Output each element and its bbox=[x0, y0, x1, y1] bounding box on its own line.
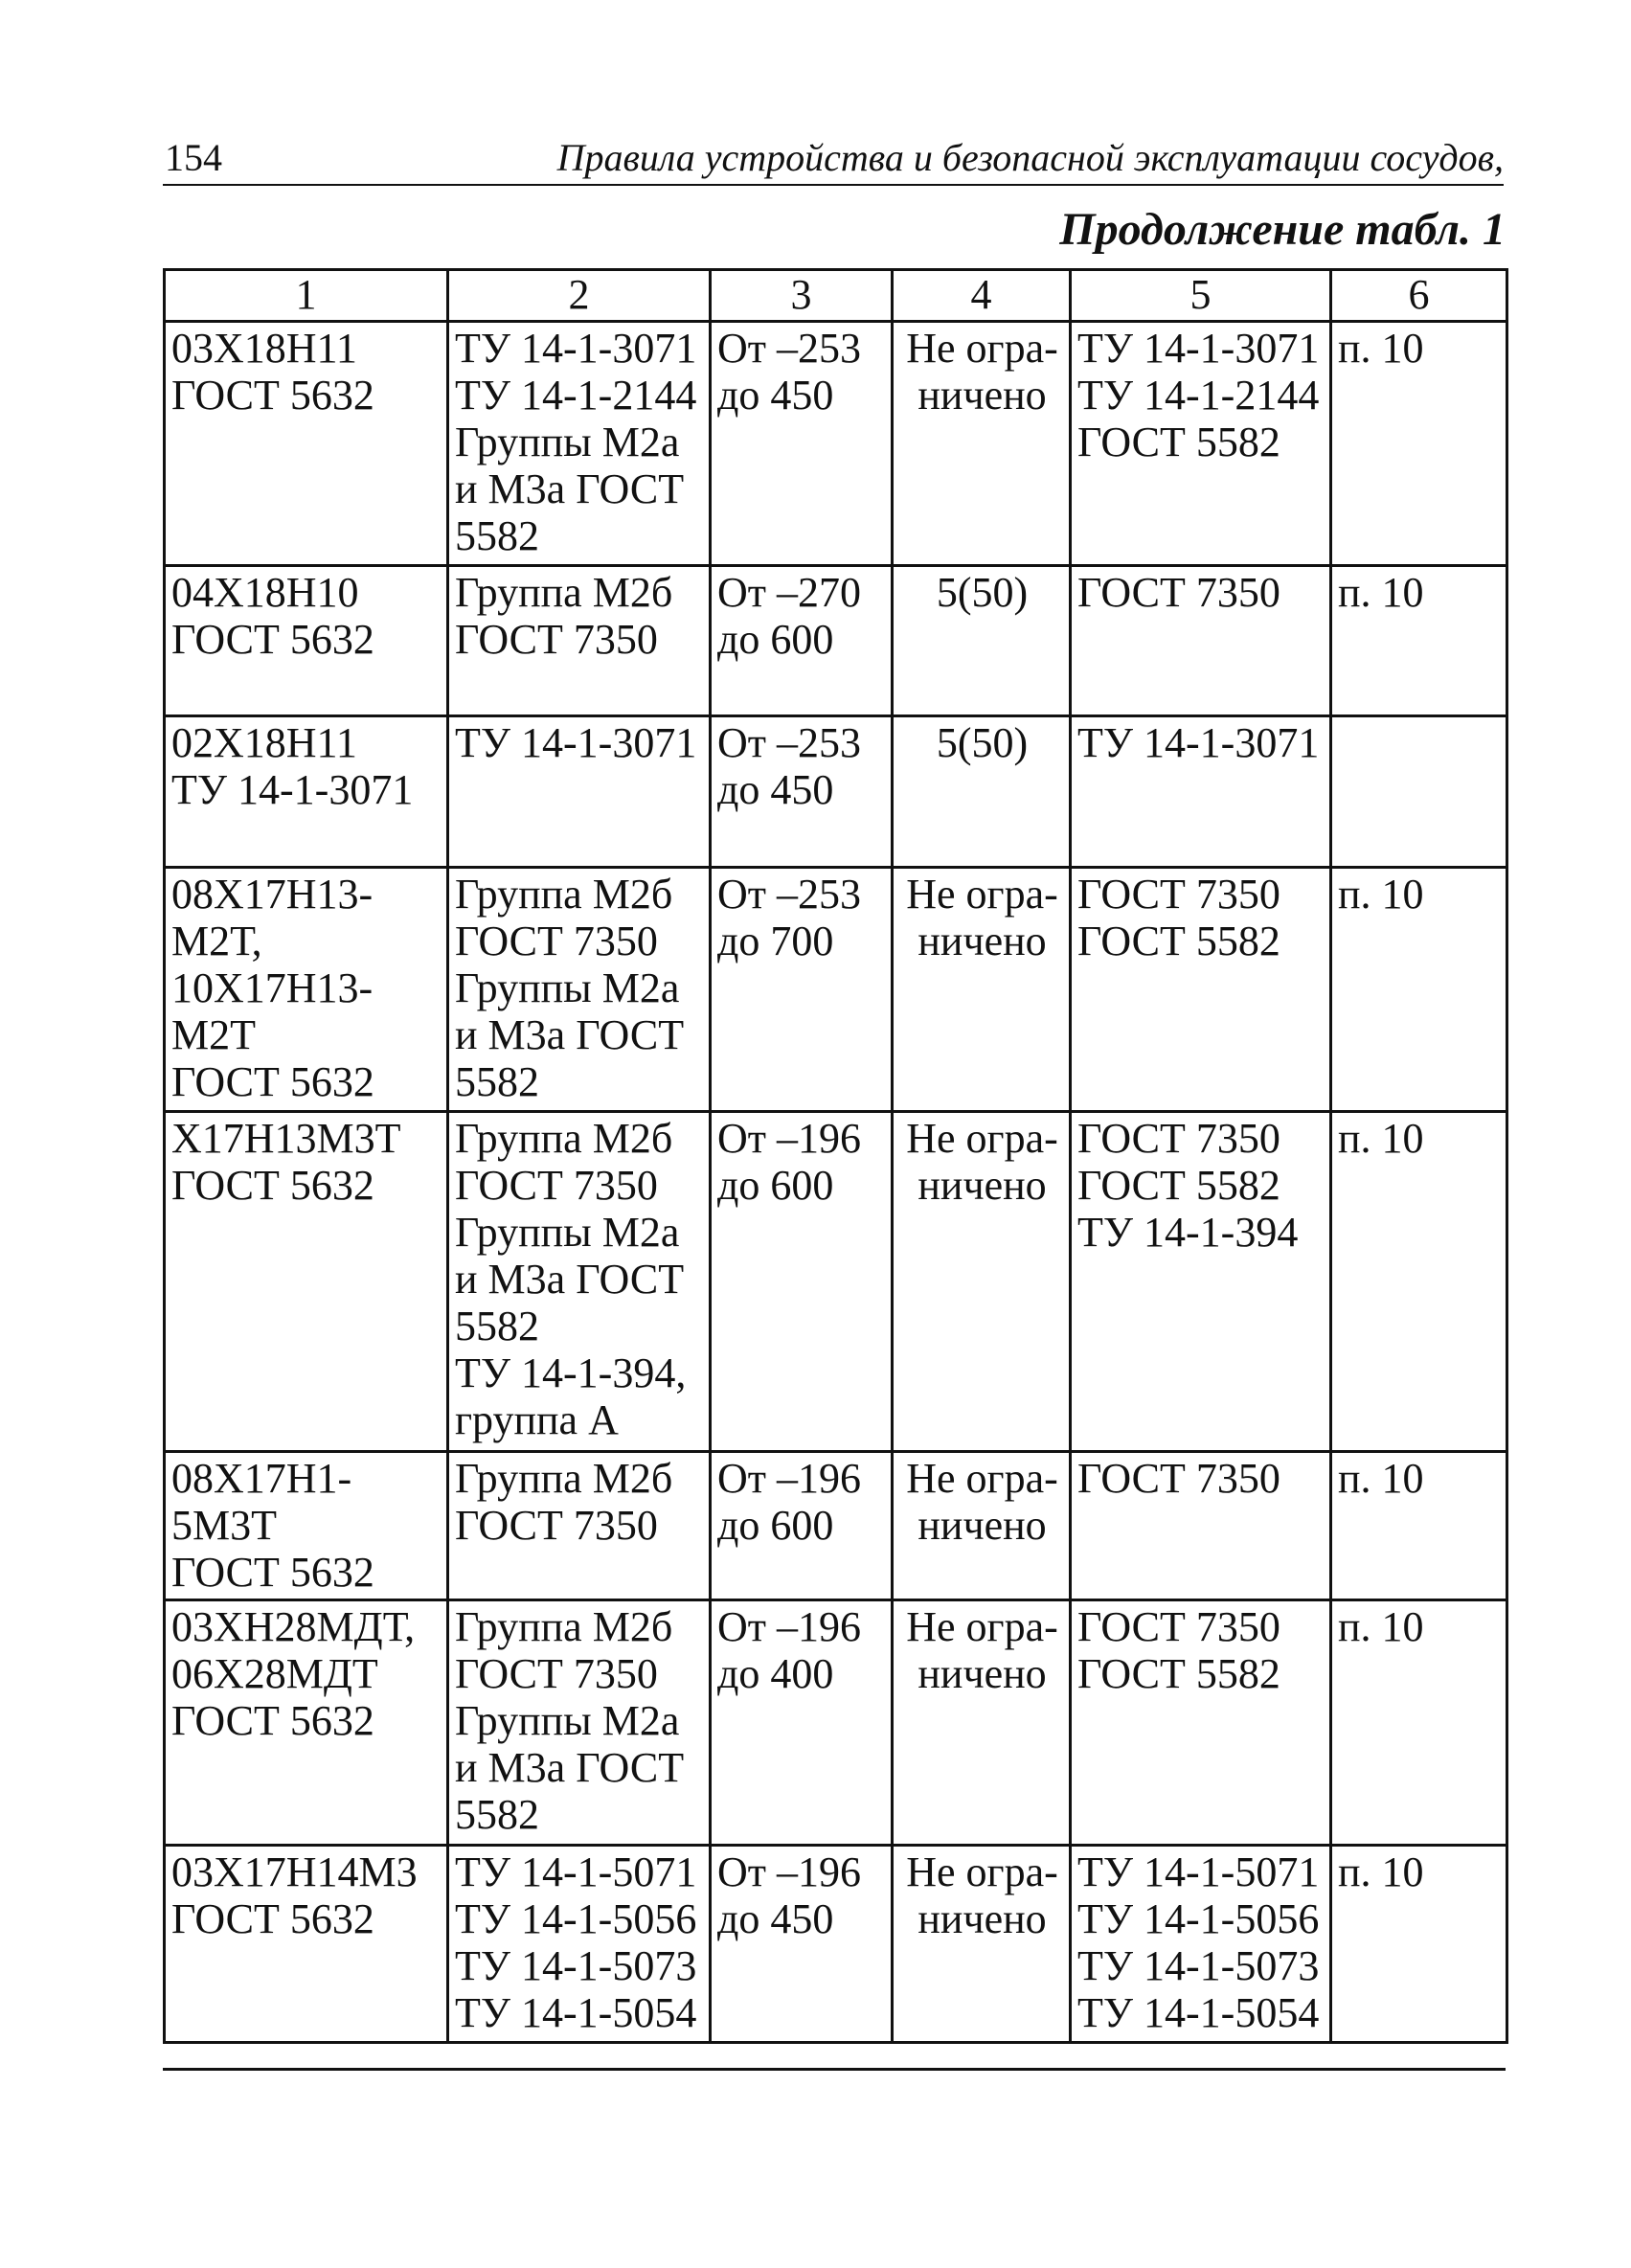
temperature-cell: От –253 до 700 bbox=[711, 868, 893, 1112]
footer-rule bbox=[163, 2068, 1506, 2071]
steel-grade-cell: 04Х18Н10 ГОСТ 5632 bbox=[165, 566, 448, 716]
column-header: 6 bbox=[1331, 270, 1507, 322]
temperature-cell: От –270 до 600 bbox=[711, 566, 893, 716]
table-header-row bbox=[165, 270, 1507, 322]
table-row bbox=[165, 1452, 1507, 1600]
table-row bbox=[165, 1846, 1507, 2043]
temperature-cell: От –196 до 400 bbox=[711, 1600, 893, 1846]
note-cell: п. 10 bbox=[1331, 566, 1507, 716]
table-row bbox=[165, 868, 1507, 1112]
running-title: Правила устройства и безопасной эксплуатации сосудов, bbox=[556, 136, 1504, 179]
column-header: 5 bbox=[1071, 270, 1331, 322]
column-header: 3 bbox=[711, 270, 893, 322]
steel-grades-table bbox=[163, 268, 1508, 2044]
standard-cell: ТУ 14-1-3071 bbox=[448, 716, 711, 868]
testing-standard-cell: ГОСТ 7350 ГОСТ 5582 bbox=[1071, 868, 1331, 1112]
steel-grade-cell: Х17Н13М3Т ГОСТ 5632 bbox=[165, 1112, 448, 1452]
table-row bbox=[165, 716, 1507, 868]
page-header bbox=[163, 134, 1504, 186]
table-continuation-label: Продолжение табл. 1 bbox=[1059, 204, 1506, 255]
table-row bbox=[165, 1112, 1507, 1452]
temperature-cell: От –196 до 450 bbox=[711, 1846, 893, 2043]
steel-grade-cell: 02Х18Н11 ТУ 14-1-3071 bbox=[165, 716, 448, 868]
standard-cell: ТУ 14-1-3071 ТУ 14-1-2144 Группы М2а и М3а ГОСТ 5582 bbox=[448, 322, 711, 566]
pressure-cell: Не огра- ничено bbox=[893, 1846, 1071, 2043]
note-cell: п. 10 bbox=[1331, 1600, 1507, 1846]
pressure-cell: 5(50) bbox=[893, 716, 1071, 868]
steel-grade-cell: 03Х17Н14М3 ГОСТ 5632 bbox=[165, 1846, 448, 2043]
testing-standard-cell: ГОСТ 7350 ГОСТ 5582 ТУ 14-1-394 bbox=[1071, 1112, 1331, 1452]
note-cell: п. 10 bbox=[1331, 322, 1507, 566]
temperature-cell: От –196 до 600 bbox=[711, 1452, 893, 1600]
steel-grade-cell: 03Х18Н11 ГОСТ 5632 bbox=[165, 322, 448, 566]
standard-cell: Группа М2б ГОСТ 7350 Группы М2а и М3а ГОСТ 5582 bbox=[448, 868, 711, 1112]
pressure-cell: Не огра- ничено bbox=[893, 868, 1071, 1112]
testing-standard-cell: ТУ 14-1-3071 bbox=[1071, 716, 1331, 868]
standard-cell: Группа М2б ГОСТ 7350 Группы М2а и М3а ГОСТ 5582 bbox=[448, 1600, 711, 1846]
note-cell: п. 10 bbox=[1331, 1846, 1507, 2043]
standard-cell: Группа М2б ГОСТ 7350 bbox=[448, 1452, 711, 1600]
steel-grade-cell: 08Х17Н1- 5М3Т ГОСТ 5632 bbox=[165, 1452, 448, 1600]
note-cell: п. 10 bbox=[1331, 1112, 1507, 1452]
testing-standard-cell: ГОСТ 7350 bbox=[1071, 566, 1331, 716]
standard-cell: ТУ 14-1-5071 ТУ 14-1-5056 ТУ 14-1-5073 ТУ 14-1-5054 bbox=[448, 1846, 711, 2043]
note-cell bbox=[1331, 716, 1507, 868]
column-header: 2 bbox=[448, 270, 711, 322]
pressure-cell: Не огра- ничено bbox=[893, 322, 1071, 566]
page-number: 154 bbox=[165, 136, 222, 179]
steel-grade-cell: 03ХН28МДТ, 06Х28МДТ ГОСТ 5632 bbox=[165, 1600, 448, 1846]
table-row bbox=[165, 322, 1507, 566]
standard-cell: Группа М2б ГОСТ 7350 bbox=[448, 566, 711, 716]
note-cell: п. 10 bbox=[1331, 868, 1507, 1112]
column-header: 4 bbox=[893, 270, 1071, 322]
testing-standard-cell: ТУ 14-1-3071 ТУ 14-1-2144 ГОСТ 5582 bbox=[1071, 322, 1331, 566]
pressure-cell: Не огра- ничено bbox=[893, 1112, 1071, 1452]
steel-grade-cell: 08Х17Н13- М2Т, 10Х17Н13- М2Т ГОСТ 5632 bbox=[165, 868, 448, 1112]
note-cell: п. 10 bbox=[1331, 1452, 1507, 1600]
standard-cell: Группа М2б ГОСТ 7350 Группы М2а и М3а ГОСТ 5582 ТУ 14-1-394, группа А bbox=[448, 1112, 711, 1452]
testing-standard-cell: ГОСТ 7350 ГОСТ 5582 bbox=[1071, 1600, 1331, 1846]
pressure-cell: Не огра- ничено bbox=[893, 1600, 1071, 1846]
temperature-cell: От –253 до 450 bbox=[711, 322, 893, 566]
table-row bbox=[165, 1600, 1507, 1846]
pressure-cell: 5(50) bbox=[893, 566, 1071, 716]
pressure-cell: Не огра- ничено bbox=[893, 1452, 1071, 1600]
testing-standard-cell: ТУ 14-1-5071 ТУ 14-1-5056 ТУ 14-1-5073 ТУ 14-1-5054 bbox=[1071, 1846, 1331, 2043]
temperature-cell: От –253 до 450 bbox=[711, 716, 893, 868]
testing-standard-cell: ГОСТ 7350 bbox=[1071, 1452, 1331, 1600]
column-header: 1 bbox=[165, 270, 448, 322]
temperature-cell: От –196 до 600 bbox=[711, 1112, 893, 1452]
table-row bbox=[165, 566, 1507, 716]
